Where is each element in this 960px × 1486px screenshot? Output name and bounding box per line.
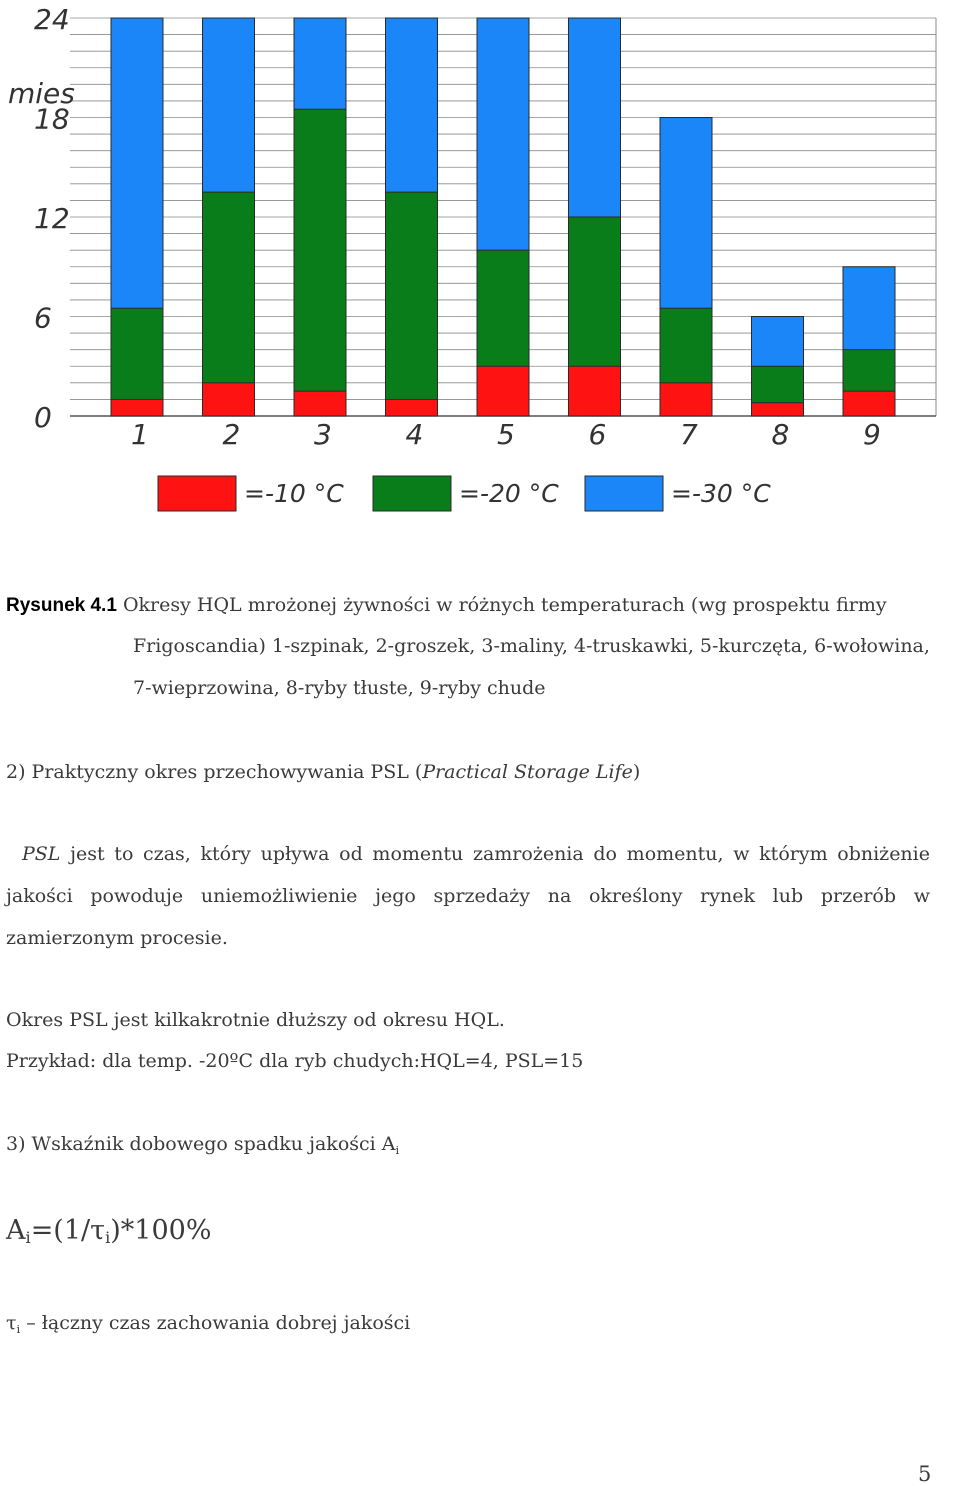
y-tick-label: 18 xyxy=(34,102,70,136)
x-tick-label: 9 xyxy=(863,418,881,451)
bar-8-10C xyxy=(752,403,804,416)
section-3-heading-sub: i xyxy=(395,1143,400,1157)
tau-definition-text: – łączny czas zachowania dobrej jakości xyxy=(20,1312,411,1334)
y-tick-label: 0 xyxy=(34,401,52,434)
y-tick-label: 6 xyxy=(34,301,52,335)
page-number: 5 xyxy=(918,1462,932,1486)
section-3-heading xyxy=(6,1132,399,1162)
y-tick-label: 12 xyxy=(34,202,70,235)
x-tick-label: 4 xyxy=(405,418,424,451)
formula-a-sub: i xyxy=(25,1228,31,1247)
x-tick-label: 3 xyxy=(314,418,332,451)
x-tick-label: 2 xyxy=(222,418,241,451)
x-tick-label: 1 xyxy=(131,418,149,451)
bar-4-10C xyxy=(386,399,438,416)
bar-1-10C xyxy=(111,399,163,416)
x-tick-label: 6 xyxy=(588,418,607,451)
psl-paragraph-line-1 xyxy=(22,842,930,866)
quality-loss-formula xyxy=(6,1215,211,1254)
x-tick-label: 7 xyxy=(680,418,698,451)
psl-paragraph-line-1-rest: jest to czas, który upływa od momentu zamrożenia do momentu, w którym obniżenie xyxy=(60,843,930,865)
figure-caption-line-3: 7-wieprzowina, 8-ryby tłuste, 9-ryby chude xyxy=(133,677,546,699)
x-tick-label: 8 xyxy=(771,418,790,451)
bar-5-10C xyxy=(477,366,529,416)
section-2-heading-end: ) xyxy=(632,761,641,783)
section-2-heading-italic: Practical Storage Life xyxy=(422,761,633,783)
chart-legend xyxy=(158,476,771,511)
psl-paragraph-line-3: zamierzonym procesie. xyxy=(6,927,228,949)
psl-note: Okres PSL jest kilkakrotnie dłuższy od okresu HQL. xyxy=(6,1009,505,1031)
bar-2-10C xyxy=(203,383,255,416)
legend-label: =-10 °C xyxy=(244,479,344,508)
section-2-heading xyxy=(6,760,640,784)
hql-stacked-bar-chart xyxy=(0,0,960,560)
tau-sub: i xyxy=(16,1322,21,1336)
psl-example: Przykład: dla temp. -20ºC dla ryb chudych:HQL=4, PSL=15 xyxy=(6,1050,584,1072)
psl-abbrev: PSL xyxy=(22,843,61,865)
bar-3-20C xyxy=(294,109,346,416)
x-axis-ticks xyxy=(131,418,881,451)
section-2-heading-start: 2) Praktyczny okres przechowywania PSL ( xyxy=(6,761,423,783)
legend-swatch xyxy=(585,476,663,511)
bar-9-10C xyxy=(843,391,895,416)
tau-symbol: τ xyxy=(6,1312,17,1334)
tau-definition xyxy=(6,1311,410,1341)
legend-label: =-30 °C xyxy=(671,479,771,508)
y-unit-label: mies xyxy=(8,77,75,110)
formula-tau-sub: i xyxy=(105,1228,111,1247)
formula-mid: =(1/τ xyxy=(30,1215,106,1246)
section-3-heading-text: 3) Wskaźnik dobowego spadku jakości A xyxy=(6,1133,396,1155)
x-tick-label: 5 xyxy=(497,418,515,451)
y-axis-ticks xyxy=(8,3,75,434)
bar-6-10C xyxy=(569,366,621,416)
bar-3-10C xyxy=(294,391,346,416)
caption-text-1: Okresy HQL mrożonej żywności w różnych temperaturach (wg prospektu firmy xyxy=(122,594,887,616)
formula-a: A xyxy=(6,1215,26,1246)
bar-7-10C xyxy=(660,383,712,416)
caption-label: Rysunek 4.1 xyxy=(6,595,117,616)
formula-end: )*100% xyxy=(110,1215,212,1246)
figure-caption-line-2: Frigoscandia) 1-szpinak, 2-groszek, 3-maliny, 4-truskawki, 5-kurczęta, 6-wołowina, xyxy=(133,635,930,657)
y-tick-label: 24 xyxy=(34,3,70,36)
figure-caption-line-1 xyxy=(6,593,887,618)
psl-paragraph-line-2: jakości powoduje uniemożliwienie jego sprzedaży na określony rynek lub przerób w xyxy=(6,885,930,907)
legend-swatch xyxy=(373,476,451,511)
legend-label: =-20 °C xyxy=(459,479,559,508)
legend-swatch xyxy=(158,476,236,511)
bar-4-20C xyxy=(386,192,438,416)
